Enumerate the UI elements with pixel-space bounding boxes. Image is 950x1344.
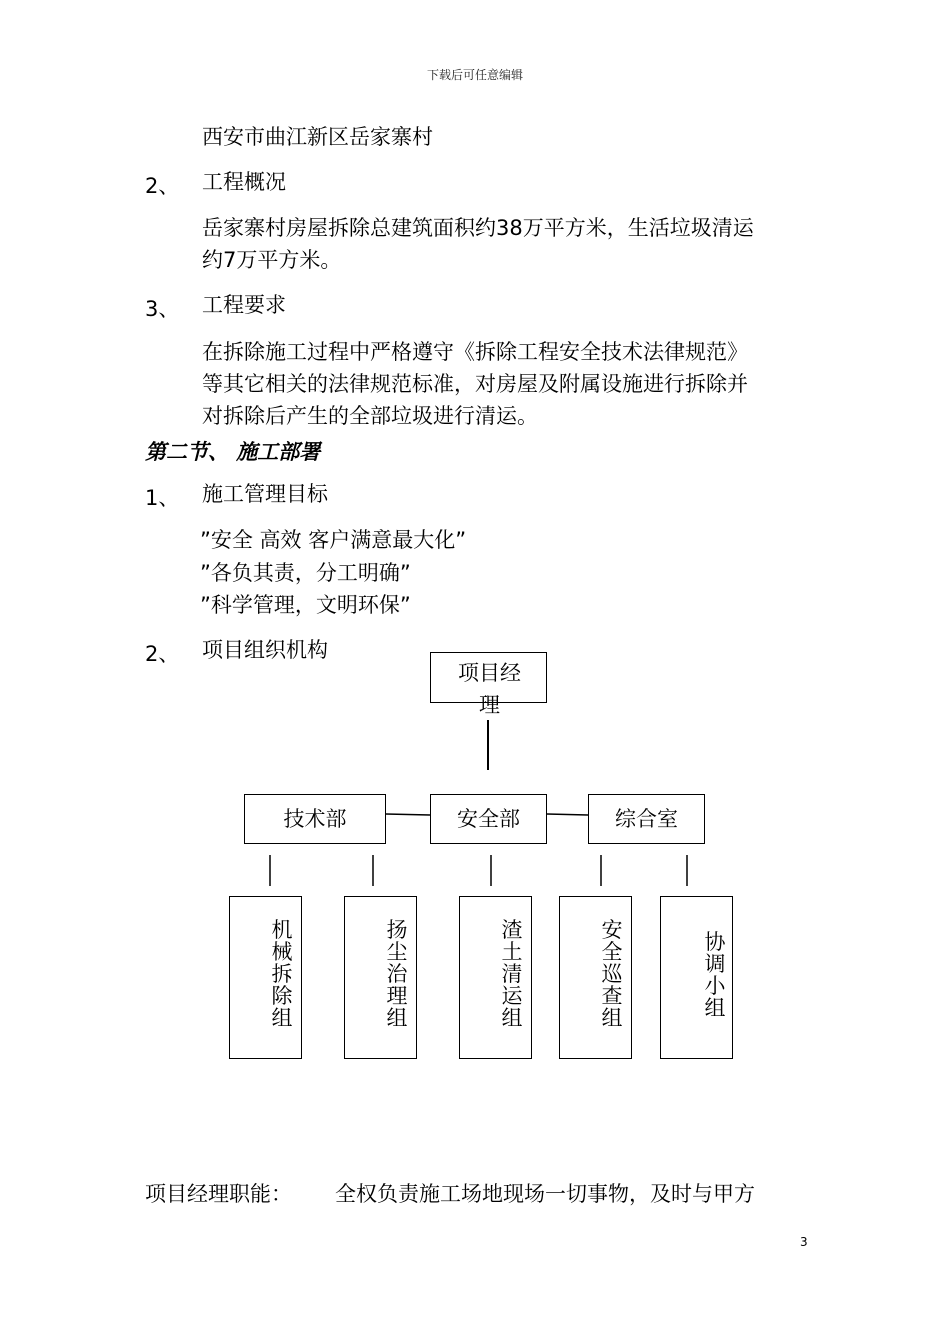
org-group-label: 渣土清运组 (501, 918, 523, 1030)
item-number: 2、 (145, 174, 180, 198)
item-title: 施工管理目标 (202, 482, 328, 506)
paragraph-line: 在拆除施工过程中严格遵守《拆除工程安全技术法律规范》 (202, 340, 748, 364)
org-box-group (660, 896, 733, 1059)
item-number: 3、 (145, 297, 180, 321)
org-box-group (229, 896, 302, 1059)
org-box-group (559, 896, 632, 1059)
org-box-label: 综合室 (615, 807, 678, 831)
goal-quote: ”安全 高效 客户满意最大化” (200, 528, 467, 552)
footer-para-label: 项目经理职能： (145, 1182, 292, 1206)
org-group-label: 协调小组 (704, 930, 726, 1020)
org-group-label: 扬尘治理组 (386, 918, 408, 1030)
item-number: 2、 (145, 642, 180, 666)
org-box-label: 技术部 (283, 807, 347, 831)
org-group-label: 机械拆除组 (271, 918, 293, 1030)
item-title: 项目组织机构 (202, 638, 328, 662)
page-number: 3 (800, 1235, 808, 1249)
page-header: 下载后可任意编辑 (426, 68, 523, 82)
goal-quote: ”各负其责，分工明确” (200, 561, 411, 585)
paragraph-line: 等其它相关的法律规范标准，对房屋及附属设施进行拆除并 (202, 372, 748, 396)
location-text: 西安市曲江新区岳家寨村 (202, 125, 433, 149)
item-number: 1、 (145, 486, 180, 510)
org-box-group (344, 896, 417, 1059)
section-heading: 第二节、 施工部署 (145, 440, 321, 464)
paragraph-line: 约7万平方米。 (202, 248, 342, 272)
footer-para-text: 全权负责施工场地现场一切事物，及时与甲方 (335, 1182, 755, 1206)
paragraph-line: 岳家寨村房屋拆除总建筑面积约38万平方米，生活垃圾清运 (202, 216, 754, 240)
item-title: 工程要求 (202, 293, 286, 317)
org-group-label: 安全巡查组 (601, 918, 623, 1030)
org-box-label: 安全部 (457, 807, 520, 831)
org-box-group (459, 896, 532, 1059)
paragraph-line: 对拆除后产生的全部垃圾进行清运。 (202, 404, 538, 428)
goal-quote: ”科学管理，文明环保” (200, 593, 411, 617)
item-title: 工程概况 (202, 170, 286, 194)
org-box-label: 项目经理 (458, 661, 521, 717)
